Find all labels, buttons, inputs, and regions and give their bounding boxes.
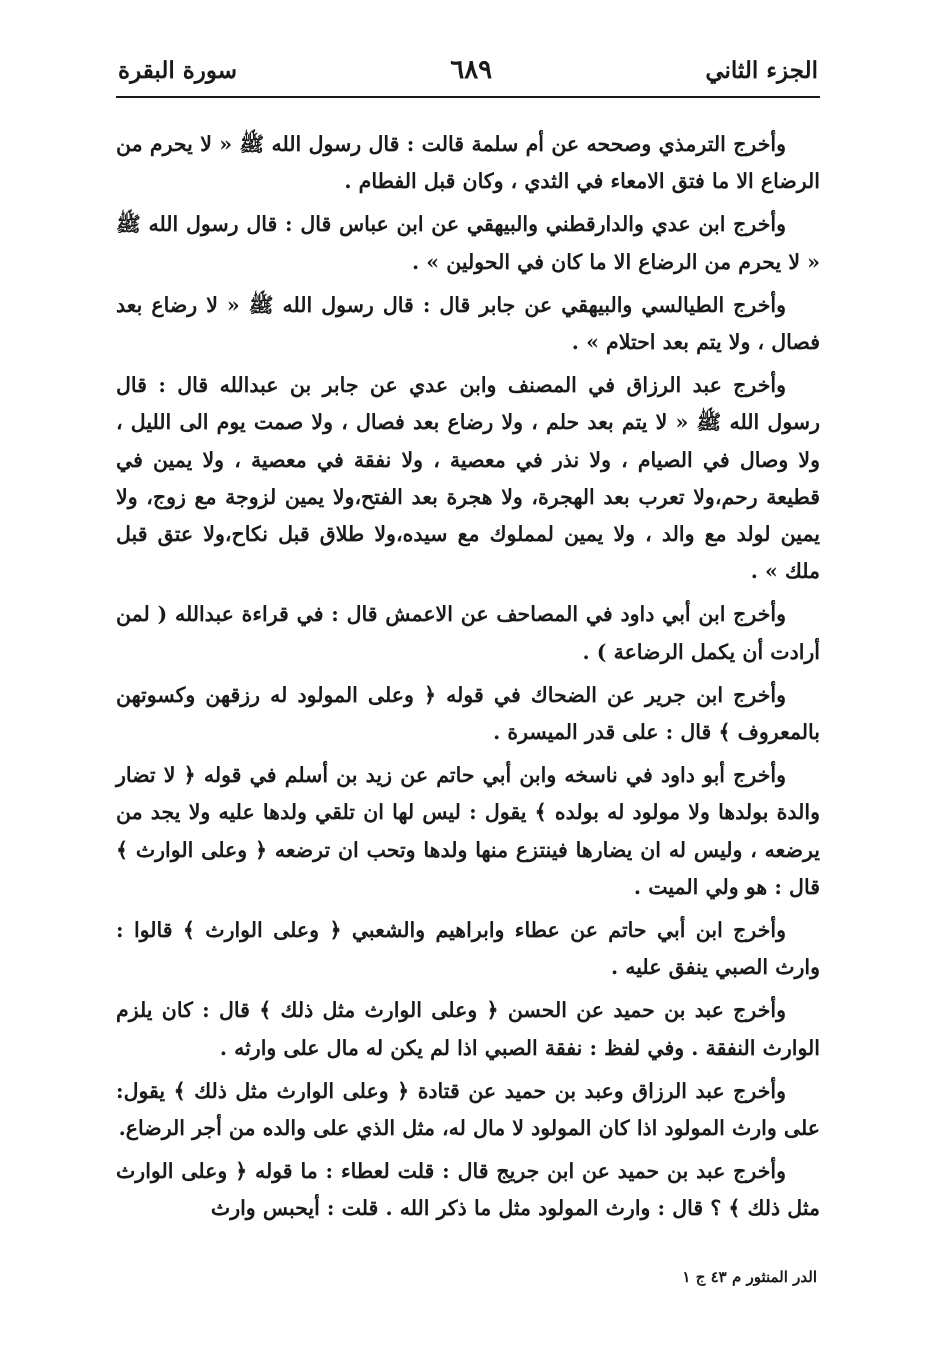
- part-label: الجزء الثاني: [705, 56, 818, 84]
- body-text: [116, 126, 820, 1234]
- page-number: ٦٨٩: [450, 55, 493, 85]
- running-header: [118, 48, 818, 92]
- paragraph: وأخرج عبد الرزاق وعبد بن حميد عن قتادة ﴿ وعلى الوارث مثل ذلك ﴾ يقول: على وارث المولود اذا كان المولود لا مال له، مثل الذي على والده من أجر الرضاع.: [116, 1078, 820, 1141]
- header-rule: [116, 96, 820, 98]
- paragraph: وأخرج ابن عدي والدارقطني والبيهقي عن ابن عباس قال : قال رسول الله ﷺ « لا يحرم من الرضاع الا ما كان في الحولين » .: [116, 212, 820, 274]
- paragraph: وأخرج ابن جرير عن الضحاك في قوله ﴿ وعلى المولود له رزقهن وكسوتهن بالمعروف ﴾ قال : على قدر الميسرة .: [116, 682, 820, 745]
- footer-reference: الدر المنثور م ٤٣ ج ١: [682, 1268, 817, 1286]
- paragraph: وأخرج عبد بن حميد عن الحسن ﴿ وعلى الوارث مثل ذلك ﴾ قال : كان يلزم الوارث النفقة . وفي لفظ : نفقة الصبي اذا لم يكن له مال على وارثه .: [116, 998, 820, 1060]
- paragraph: وأخرج عبد بن حميد عن ابن جريج قال : قلت لعطاء : ما قوله ﴿ وعلى الوارث مثل ذلك ﴾ ؟ قال : وارث المولود مثل ما ذكر الله . قلت : أيحبس وارث: [116, 1159, 820, 1221]
- surah-label: سورة البقرة: [118, 56, 238, 84]
- paragraph: وأخرج ابن أبي داود في المصاحف عن الاعمش قال : في قراءة عبدالله ( لمن أرادت أن يكمل الرضاعة ) .: [116, 602, 820, 664]
- paragraph: وأخرج الطيالسي والبيهقي عن جابر قال : قال رسول الله ﷺ « لا رضاع بعد فصال ، ولا يتم بعد احتلام » .: [116, 292, 820, 355]
- paragraph: وأخرج الترمذي وصححه عن أم سلمة قالت : قال رسول الله ﷺ « لا يحرم من الرضاع الا ما فتق الامعاء في الثدي ، وكان قبل الفطام .: [116, 132, 820, 194]
- paragraph: وأخرج عبد الرزاق في المصنف وابن عدي عن جابر بن عبدالله قال : قال رسول الله ﷺ « لا يتم بعد حلم ، ولا رضاع بعد فصال ، ولا صمت يوم الى الليل ، ولا وصال في الصيام ، ولا نذر في معصية ، ولا نفقة في معصية ، ولا يمين في قطيعة رحم،ولا تعرب بعد الهجرة، ولا هجرة بعد الفتح،ولا يمين لزوجة مع زوج، ولا يمين لولد مع والد ، ولا يمين لمملوك مع سيده،ولا طلاق قبل نكاح،ولا عتق قبل ملك » .: [116, 373, 820, 584]
- paragraph: وأخرج أبو داود في ناسخه وابن أبي حاتم عن زيد بن أسلم في قوله ﴿ لا تضار والدة بولدها ولا مولود له بولده ﴾ يقول : ليس لها ان تلقي ولدها عليه ولا يجد من يرضعه ، وليس له ان يضارها فينتزع منها ولدها وتحب ان ترضعه ﴿ وعلى الوارث ﴾ قال : هو ولي الميت .: [116, 763, 820, 899]
- paragraph: وأخرج ابن أبي حاتم عن عطاء وابراهيم والشعبي ﴿ وعلى الوارث ﴾ قالوا : وارث الصبي ينفق عليه .: [116, 918, 820, 980]
